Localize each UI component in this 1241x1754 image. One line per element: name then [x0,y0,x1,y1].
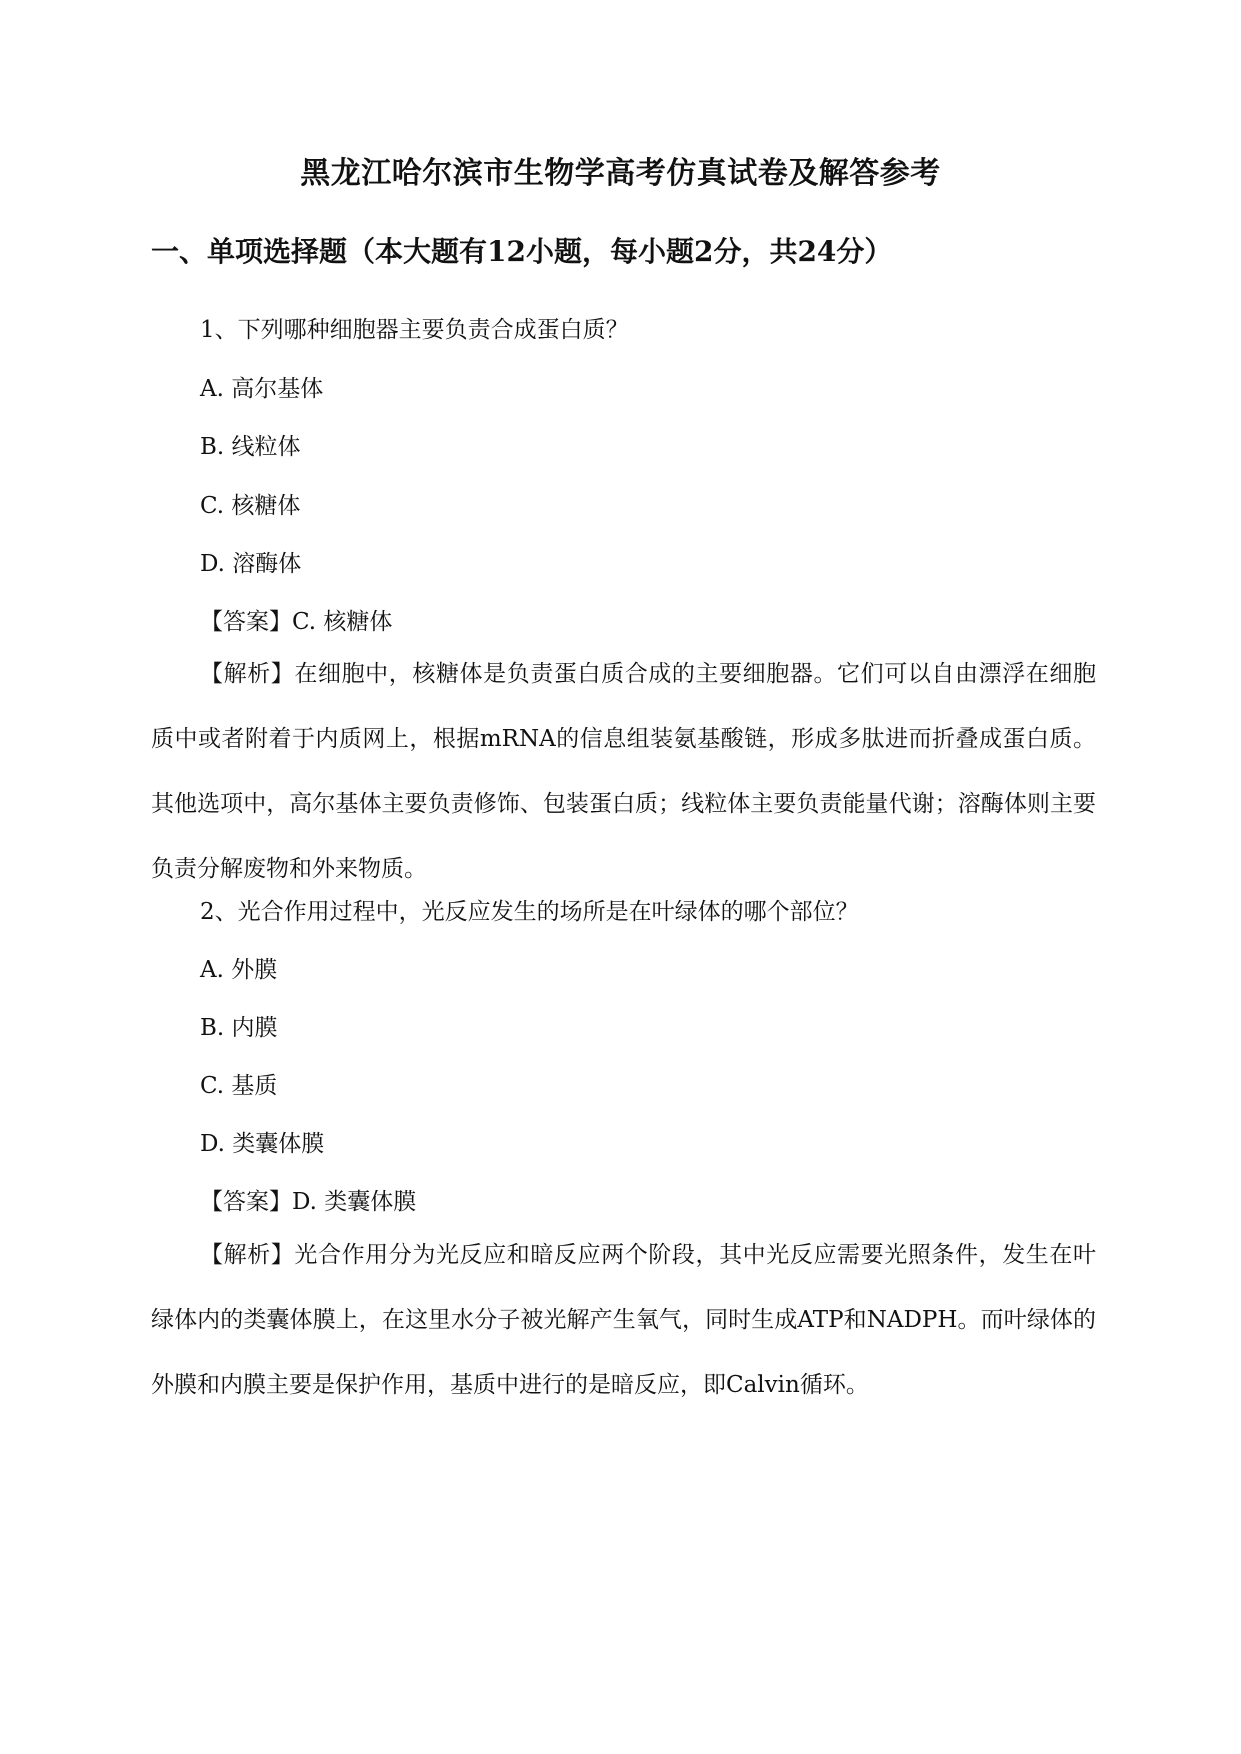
question-stem: 2、光合作用过程中，光反应发生的场所是在叶绿体的哪个部位？ [200,899,859,925]
analysis-paragraph: 【解析】在细胞中，核糖体是负责蛋白质合成的主要细胞器。它们可以自由漂浮在细胞质中或者附着于内质网上，根据mRNA的信息组装氨基酸链，形成多肽进而折叠成蛋白质。其他选项中，高尔基体主要负责修饰、包装蛋白质；线粒体主要负责能量代谢；溶酶体则主要负责分解废物和外来物质。 [151,661,1096,882]
option-d: D. 溶酶体 [200,551,302,577]
option-a: A. 高尔基体 [200,376,324,402]
option-b: B. 内膜 [200,1015,278,1041]
option-a: A. 外膜 [200,957,278,983]
option-c: C. 核糖体 [200,493,301,519]
answer-line: 【答案】C. 核糖体 [200,609,393,635]
option-c: C. 基质 [200,1073,278,1099]
option-d: D. 类囊体膜 [200,1131,325,1157]
question-stem: 1、下列哪种细胞器主要负责合成蛋白质？ [200,317,629,343]
document-title: 黑龙江哈尔滨市生物学高考仿真试卷及解答参考 [300,156,941,191]
option-b: B. 线粒体 [200,434,301,460]
answer-line: 【答案】D. 类囊体膜 [200,1189,417,1215]
analysis-paragraph: 【解析】光合作用分为光反应和暗反应两个阶段，其中光反应需要光照条件，发生在叶绿体内的类囊体膜上，在这里水分子被光解产生氧气，同时生成ATP和NADPH。而叶绿体的外膜和内膜主要是保护作用，基质中进行的是暗反应，即Calvin循环。 [151,1242,1096,1398]
section-heading: 一、单项选择题（本大题有12小题，每小题2分，共24分） [151,235,893,268]
